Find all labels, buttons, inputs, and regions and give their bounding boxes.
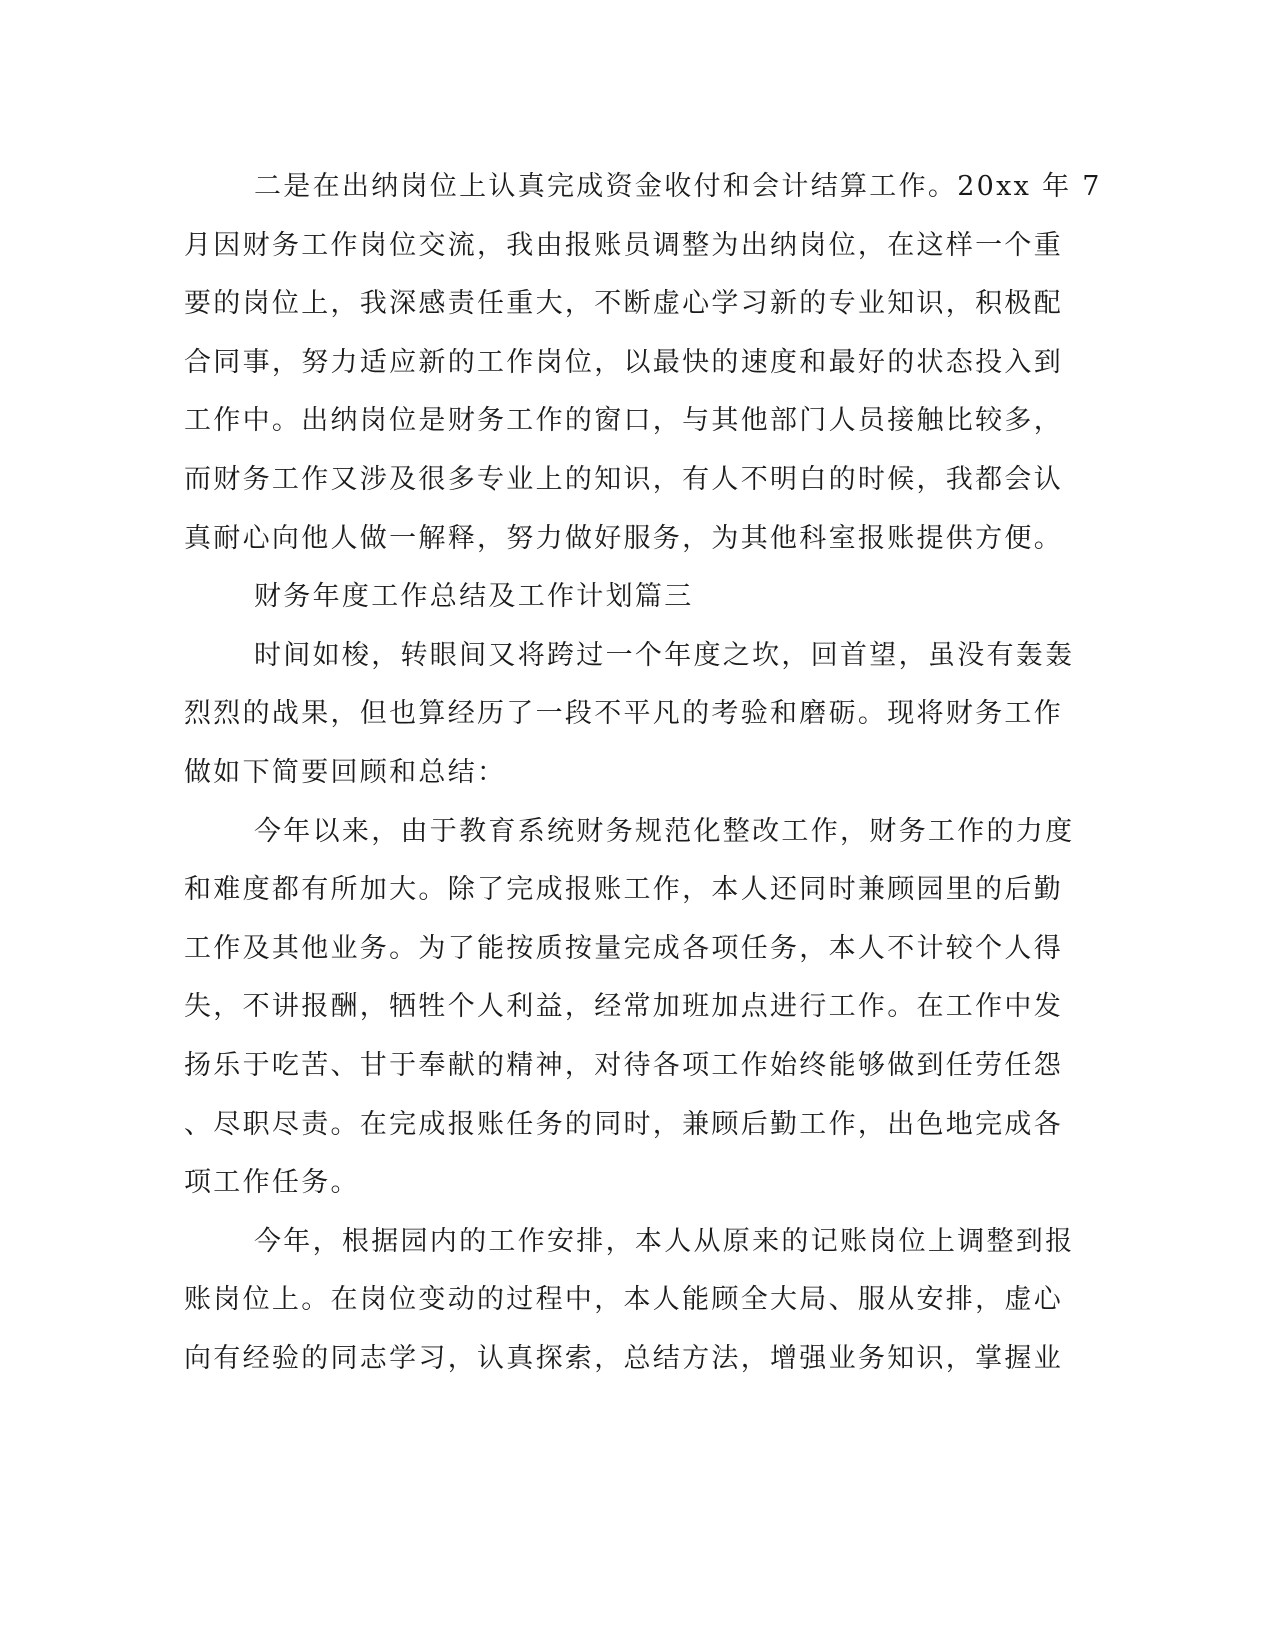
text-line: 月因财务工作岗位交流，我由报账员调整为出纳岗位，在这样一个重 [184,229,1063,261]
text-line: 今年，根据园内的工作安排，本人从原来的记账岗位上调整到报 [254,1225,1075,1257]
text-line: 今年以来，由于教育系统财务规范化整改工作，财务工作的力度 [254,815,1075,847]
text-line: 向有经验的同志学习，认真探索，总结方法，增强业务知识，掌握业 [184,1342,1063,1374]
section-heading [184,568,1044,627]
text-line: 工作中。出纳岗位是财务工作的窗口，与其他部门人员接触比较多， [184,405,1063,437]
paragraph-intro [184,627,1075,803]
text-line: 真耐心向他人做一解释，努力做好服务，为其他科室报账提供方便。 [184,522,1063,554]
text-line: 而财务工作又涉及很多专业上的知识，有人不明白的时候，我都会认 [184,463,1063,495]
text-line: 烈烈的战果，但也算经历了一段不平凡的考验和磨砺。现将财务工作 [184,698,1063,730]
heading-text: 财务年度工作总结及工作计划篇三 [254,581,694,613]
document-body [184,158,1102,1388]
text-line: 账岗位上。在岗位变动的过程中，本人能顾全大局、服从安排，虚心 [184,1284,1063,1316]
text-line: 、尽职尽责。在完成报账任务的同时，兼顾后勤工作，出色地完成各 [184,1108,1063,1140]
text-line: 做如下简要回顾和总结： [184,756,507,788]
text-line: 合同事，努力适应新的工作岗位，以最快的速度和最好的状态投入到 [184,346,1063,378]
text-line: 项工作任务。 [184,1167,360,1199]
text-line: 扬乐于吃苦、甘于奉献的精神，对待各项工作始终能够做到任劳任怨 [184,1049,1063,1081]
text-line: 要的岗位上，我深感责任重大，不断虚心学习新的专业知识，积极配 [184,288,1063,320]
text-line: 失，不讲报酬，牺牲个人利益，经常加班加点进行工作。在工作中发 [184,991,1063,1023]
paragraph-cashier-duties [184,158,1102,568]
paragraph-job-change [184,1213,1075,1389]
text-line: 二是在出纳岗位上认真完成资金收付和会计结算工作。20xx 年 7 [254,171,1102,202]
paragraph-this-year [184,803,1075,1213]
text-line: 工作及其他业务。为了能按质按量完成各项任务，本人不计较个人得 [184,932,1063,964]
text-line: 和难度都有所加大。除了完成报账工作，本人还同时兼顾园里的后勤 [184,874,1063,906]
text-line: 时间如梭，转眼间又将跨过一个年度之坎，回首望，虽没有轰轰 [254,639,1075,671]
